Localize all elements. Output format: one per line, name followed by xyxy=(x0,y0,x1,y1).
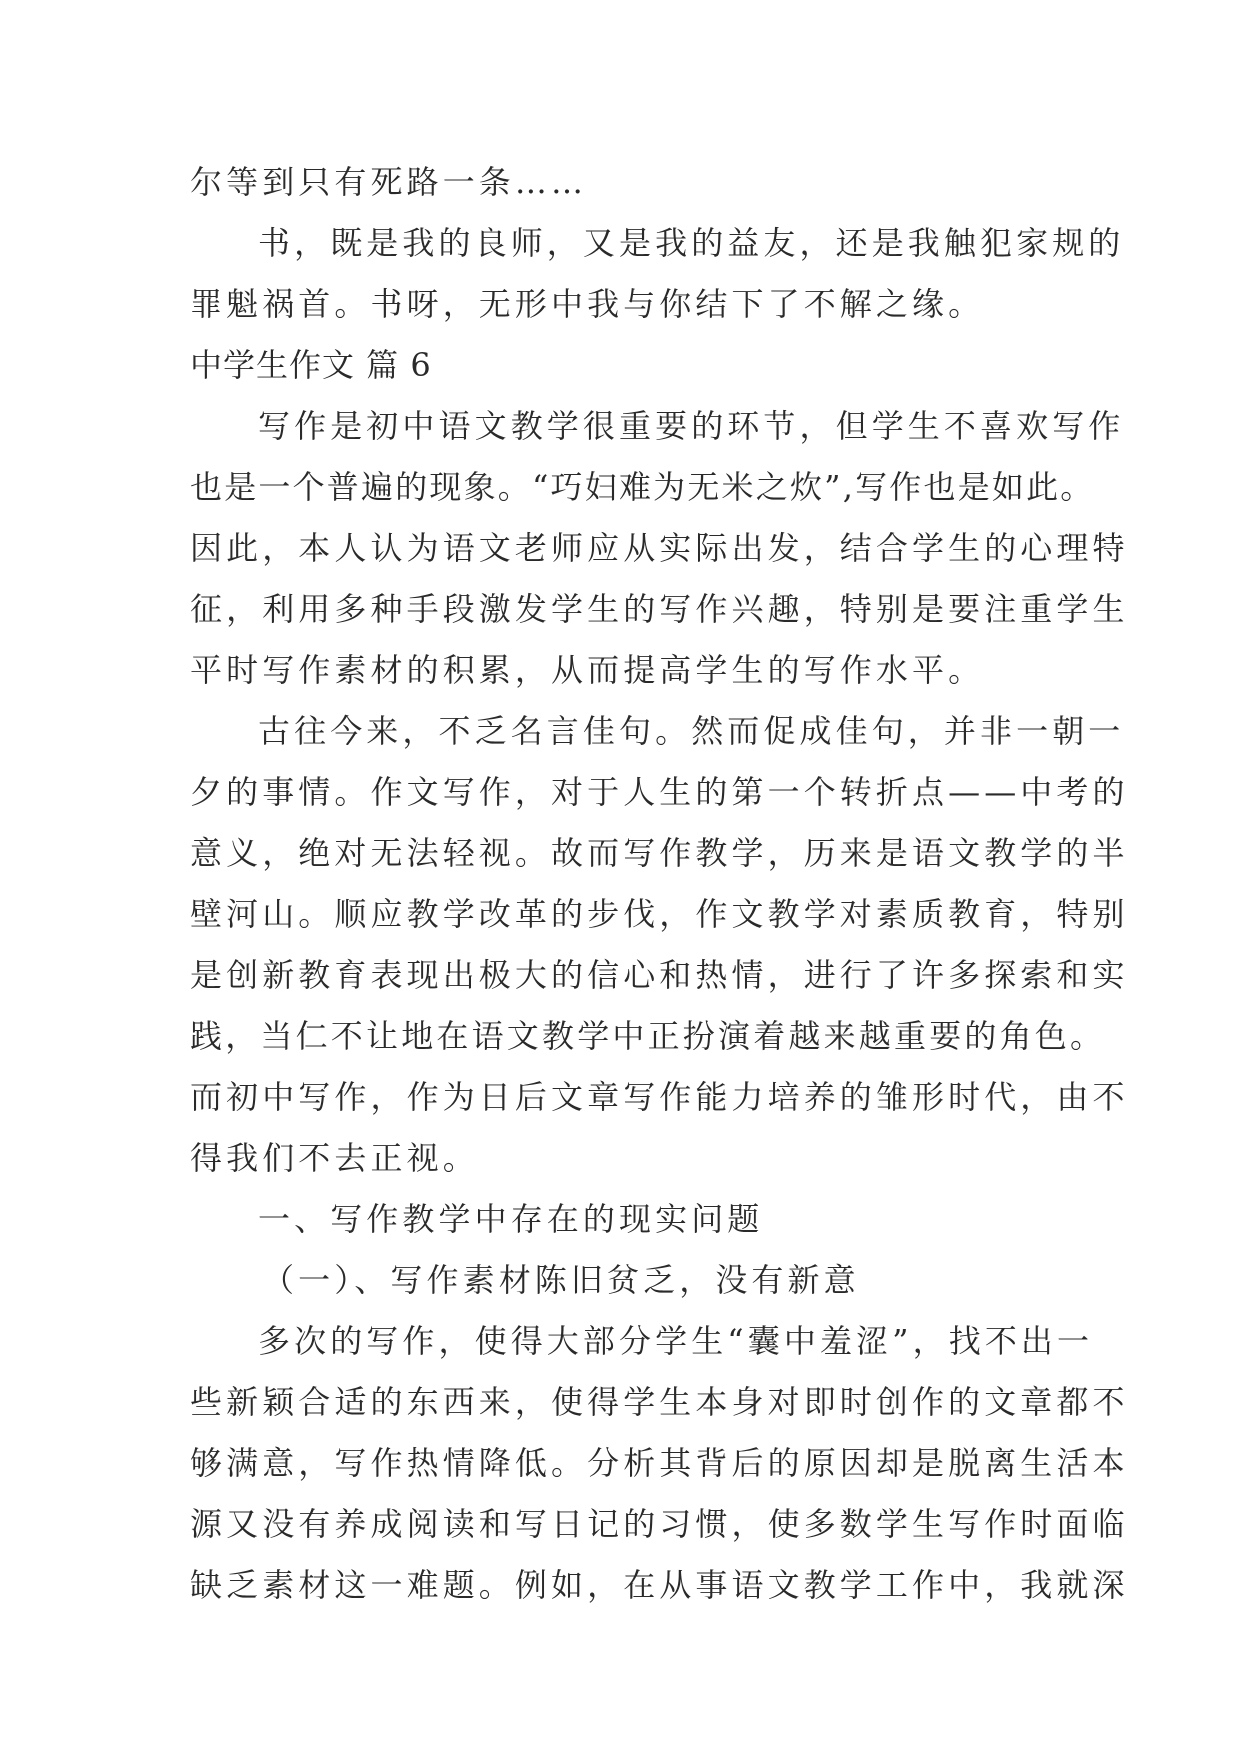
text-line: 书，既是我的良师，又是我的益友，还是我触犯家规的 xyxy=(258,224,1125,262)
text-line: 是创新教育表现出极大的信心和热情，进行了许多探索和实 xyxy=(190,956,1129,994)
text-line: 征，利用多种手段激发学生的写作兴趣，特别是要注重学生 xyxy=(190,590,1129,628)
text-line: 壁河山。顺应教学改革的步伐，作文教学对素质教育，特别 xyxy=(190,895,1129,933)
text-line: 平时写作素材的积累，从而提高学生的写作水平。 xyxy=(190,651,985,689)
text-line: 缺乏素材这一难题。例如，在从事语文教学工作中，我就深 xyxy=(190,1566,1129,1604)
text-line: 源又没有养成阅读和写日记的习惯，使多数学生写作时面临 xyxy=(190,1505,1129,1543)
text-line: 而初中写作，作为日后文章写作能力培养的雏形时代，由不 xyxy=(190,1078,1129,1116)
subheading: （一）、写作素材陈旧贫乏，没有新意 xyxy=(262,1261,860,1299)
text-line: 得我们不去正视。 xyxy=(190,1139,479,1177)
text-line: 古往今来，不乏名言佳句。然而促成佳句，并非一朝一 xyxy=(258,712,1125,750)
text-line: 也是一个普遍的现象。“巧妇难为无米之炊”,写作也是如此。 xyxy=(190,468,1095,506)
section-heading: 中学生作文 篇 6 xyxy=(190,346,432,384)
text-line: 些新颖合适的东西来，使得学生本身对即时创作的文章都不 xyxy=(190,1383,1129,1421)
text-line: 意义，绝对无法轻视。故而写作教学，历来是语文教学的半 xyxy=(190,834,1129,872)
text-line: 尔等到只有死路一条…… xyxy=(190,163,588,201)
text-line: 写作是初中语文教学很重要的环节，但学生不喜欢写作 xyxy=(258,407,1125,445)
text-line: 够满意，写作热情降低。分析其背后的原因却是脱离生活本 xyxy=(190,1444,1129,1482)
text-line: 践，当仁不让地在语文教学中正扮演着越来越重要的角色。 xyxy=(190,1017,1106,1055)
text-line: 多次的写作，使得大部分学生“囊中羞涩”，找不出一 xyxy=(258,1322,1094,1360)
subheading: 一、写作教学中存在的现实问题 xyxy=(258,1200,764,1238)
text-line: 因此，本人认为语文老师应从实际出发，结合学生的心理特 xyxy=(190,529,1129,567)
text-line: 罪魁祸首。书呀，无形中我与你结下了不解之缘。 xyxy=(190,285,985,323)
text-line: 夕的事情。作文写作，对于人生的第一个转折点——中考的 xyxy=(190,773,1129,811)
